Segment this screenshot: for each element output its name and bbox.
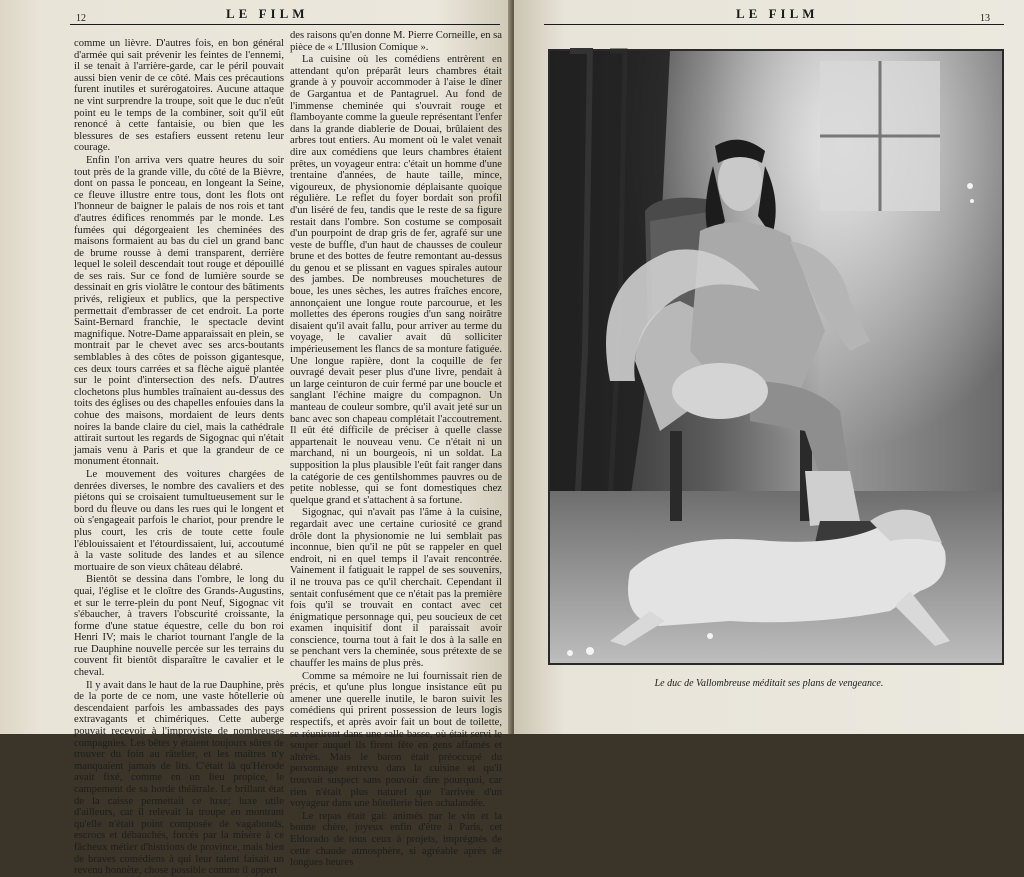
film-still-photo — [548, 49, 1004, 665]
paragraph: comme un lièvre. D'autres fois, en bon général d'armée qui sait prévenir les feintes de l'ennemi, il se tenait à l'arrière-garde, car le péril pouvait aussi bien venir de ce côté. Mais ces précautions furent inutiles et surérogatoires. Aucune attaque ne vint surprendre la troupe, soit que le duc n'eût point eu le temps de la combiner, soit qu'il eût renoncé à cette fantaisie, ou bien que les blessures de ses estafiers eussent retenu leur courage. — [74, 38, 284, 154]
text-column-1 — [74, 38, 284, 877]
paragraph: La cuisine où les comédiens entrèrent en attendant qu'on préparât leurs chambres était grande à y pouvoir accommoder à l'aise le dîner de Gargantua et de Pantagruel. Au fond de l'immense cheminée qui s'ouvrait rouge et flamboyante comme la gueule représentant l'enfer dans la grande diablerie de Douai, brûlaient des arbres tout entiers. Au moment où le valet venait dire aux comédiens que leurs chambres étaient prêtes, un voyageur entra: c'était un homme d'une trentaine d'années, de haute taille, mince, vigoureux, de physionomie déplaisante quoique régulière. Le reflet du foyer bordait son profil d'un liséré de feu, tandis que le reste de sa figure restait dans l'ombre. Son costume se composait d'un pourpoint de drap gris de fer, agrafé sur une veste de buffle, d'un haut de chausses de couleur brune et des bottes de feutre remontant au-dessus du genou et se plissant en vagues spirales autour des jambes. De nombreuses mouchetures de boue, les unes sèches, les autres fraîches encore, annonçaient une longue route parcourue, et les mollettes des éperons rougies d'un sang noirâtre disaient qu'il avait fallu, pour arriver au terme du voyage, le cavalier avait dû solliciter impérieusement les flancs de sa monture fatiguée. Une longue rapière, dont la coquille de fer ouvragé devait peser plus d'une livre, pendait à un large ceinturon de cuir fermé par une boucle et sanglant l'échine maigre du compagnon. Un manteau de couleur sombre, qu'il avait jeté sur un banc avec son chapeau complétait l'accoutrement. Il eût été difficile de préciser à quelle classe appartenait le nouveau venu. Ce n'était ni un marchand, ni un bourgeois, ni un soldat. La supposition la plus plausible l'eût fait ranger dans la catégorie de ces gentilshommes pauvres ou de petite noblesse, qui se font domestiques chez quelque grand et s'attachent à sa fortune. — [290, 54, 502, 506]
right-page — [514, 0, 1024, 734]
page-number: 13 — [980, 13, 990, 24]
running-head: LE FILM — [226, 6, 309, 21]
page-number: 12 — [76, 13, 86, 24]
figure-head — [718, 151, 762, 211]
plumed-hat — [672, 363, 768, 419]
header-rule — [544, 24, 1004, 25]
paragraph: Le repas était gai: animés par le vin et la bonne chère, joyeux enfin d'être à Paris, cet Eldorado de tous ceux à projets, imprégnés de cette chaude atmosphère, si agréable après de longues heures — [290, 810, 502, 869]
paragraph: Le mouvement des voitures chargées de denrées diverses, le nombre des cavaliers et des piétons qui se croisaient tumultueusement sur le bord du fleuve ou dans les rues qui le longent et où s'engageait parfois le chariot, pour prendre le plus court, les cris de toute cette foule l'éblouissaient et l'étourdissaient, lui, accoutumé à la vaste solitude des landes et au silence mortuaire de son vieux château délabré. — [74, 468, 284, 573]
paragraph: Bientôt se dessina dans l'ombre, le long du quai, l'église et le cloître des Grands-Augustins, et sur le terre-plein du pont Neuf, Sigognac vit s'ébaucher, à travers l'obscurité croissante, la forme d'une statue équestre, celle du bon roi Henri IV; mais le chariot tournant l'angle de la rue Dauphine nouvelle percée sur les terrains du couvent fit bientôt disparaître le cavalier et le cheval. — [74, 574, 284, 679]
paragraph: des raisons qu'en donne M. Pierre Corneille, en sa pièce de « L'Illusion Comique ». — [290, 30, 502, 53]
paragraph: Il y avait dans le haut de la rue Dauphine, près de la porte de ce nom, une vaste hôtellerie où descendaient parfois les ambassades des pays extravagants et chimériques. Cette auberge pouvait recevoir à l'improviste de nombreuses compagnies. Les bêtes y étaient toujours sûres de trouver du foin au râtelier, et les maîtres n'y manquaient jamais de lits. C'était là qu'Hérode avait fixé, comme en un lieu propice, le campement de sa horde théâtrale. Le brillant état de la caisse permettait ce luxe; luxe utile d'ailleurs, car il relevait la troupe en montrant qu'elle n'était point composée de vagabonds, escrocs et débauchés, forcés par la misère à ce fâcheux métier d'histrions de province, mais bien de braves comédiens à qui leur talent faisait un revenu honnête, chose possible comme il appert — [74, 679, 284, 877]
photo-caption: Le duc de Vallombreuse méditait ses plans de vengeance. — [654, 678, 884, 689]
paragraph: Enfin l'on arriva vers quatre heures du soir tout près de la grande ville, du côté de la Bièvre, dont on passa le ponceau, en longeant la Seine, ce fleuve illustre entre tous, dont les flots ont l'honneur de baigner le palais de nos rois et tant d'autres édifices renommés par le monde. Les fumées qui dégorgeaient les cheminées des maisons formaient au bas du ciel un grand banc de brume rousse à demi transparent, derrière lequel le soleil descendait tout rouge et dépouillé de ses rais. Sur ce fond de lumière sourde se dessinait en gris violâtre le contour des bâtiments privés, religieux et publics, que la perspective permettait d'embrasser de cet endroit. La porte Saint-Bernard franchie, le spectacle devint magnifique. Notre-Dame apparaissait en plein, se montrait par le chevet avec ses arcs-boutants semblables à des côtes de poisson gigantesque, ces deux tours carrées et sa flèche aiguë plantée sur le point d'intersection des nefs. D'autres clochetons plus humbles traînaient au-dessus des toits des églises ou des chapelles enfouies dans la cohue des maisons, mordaient de leurs dents noires la bande claire du ciel, mais la cathédrale attirait surtout les regards de Sigognac qui n'était jamais venu à Paris et que la grandeur de ce monument étonnait. — [74, 154, 284, 468]
text-column-2 — [290, 30, 502, 869]
running-head: LE FILM — [736, 6, 819, 21]
header-rule — [70, 24, 500, 25]
paragraph: Sigognac, qui n'avait pas l'âme à la cuisine, regardait avec une certaine curiosité ce grand drôle dont la physionomie ne lui semblait pas inconnue, bien qu'il ne pût se rappeler en quel endroit, ni en quel temps il l'avait rencontrée. Vainement il fatiguait le rappel de ses souvenirs, il ne trouva pas ce qu'il cherchait. Cependant il sentait confusément que ce n'était pas la première fois qu'il se trouvait en contact avec cet énigmatique personnage qui, peu soucieux de cet examen inquisitif dont il paraissait avoir conscience, tourna tout à fait le dos à la salle en se penchant vers la cheminée, sous prétexte de se chauffer les mains de plus près. — [290, 507, 502, 670]
paragraph: Comme sa mémoire ne lui fournissait rien de précis, et qu'une plus longue insistance eût pu amener une querelle inutile, le baron suivit les comédiens qui prirent possession de leurs logis respectifs, et après avoir fait un bout de toilette, se réunirent dans une salle basse, où était servi le souper auquel ils firent fête en gens affamés et altérés. Mais le baron était préoccupé du personnage entrevu dans la cuisine et qu'il trouvait suspect sans pouvoir dire pourquoi, car rien n'était plus naturel que l'arrivée d'un voyageur dans une hôtellerie bien achalandée. — [290, 670, 502, 810]
